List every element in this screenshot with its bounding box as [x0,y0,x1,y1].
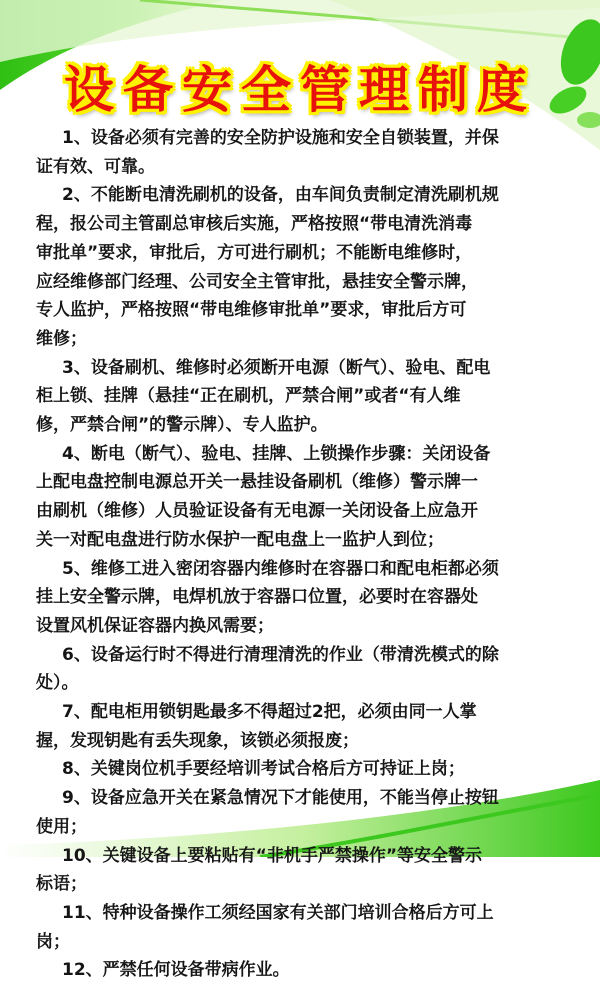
rule-item: 3、设备刷机、维修时必须断开电源（断气）、验电、配电 柜上锁、挂牌（悬挂“正在刷机，严禁合闸”或者“有人维 修，严禁合闸”的警示牌）、专人监护。 [36,357,491,436]
rule-item: 12、严禁任何设备带病作业。 [62,960,290,981]
rule-item: 10、关键设备上要粘贴有“非机手严禁操作”等安全警示 标语； [36,845,483,895]
rule-item: 4、断电（断气）、验电、挂牌、上锁操作步骤：关闭设备 上配电盘控制电源总开关一悬挂设备刷机（维修）警示牌一 由刷机（维修）人员验证设备有无电源一关闭设备上应急开 关一对配电盘进行防水保护一配电盘上一监护人到位； [36,443,491,550]
rule-item: 5、维修工进入密闭容器内维修时在容器口和配电柜都必须 挂上安全警示牌，电焊机放于容器口位置，必要时在容器处 设置风机保证容器内换风需要； [36,558,499,636]
rule-item: 7、配电柜用锁钥匙最多不得超过2把，必须由同一人掌 握，发现钥匙有丢失现象，该锁必须报废； [36,702,477,751]
rules-list [36,124,598,985]
rule-item: 6、设备运行时不得进行清理清洗的作业（带清洗模式的除 处）。 [36,644,499,694]
rule-item: 1、设备必须有完善的安全防护设施和安全自锁装置，并保 证有效、可靠。 [36,128,499,177]
rule-item: 11、特种设备操作工须经国家有关部门培训合格后方可上 岗； [36,902,494,952]
rule-item: 8、关键岗位机手要经培训考试合格后方可持证上岗； [62,759,465,780]
rule-item: 2、不能断电清洗刷机的设备，由车间负责制定清洗刷机规 程，报公司主管副总审核后实施，严格按照“带电清洗消毒 审批单”要求，审批后，方可进行刷机；不能断电维修时， 应经维修部门经理、公司安全主管审批，悬挂安全警示牌， 专人监护，严格按照“带电维修审批单”要求，审批后方可 维修； [36,185,499,349]
page-title: 设备安全管理制度 [64,61,536,119]
rule-item: 9、设备应急开关在紧急情况下才能使用，不能当停止按钮 使用； [36,788,499,837]
